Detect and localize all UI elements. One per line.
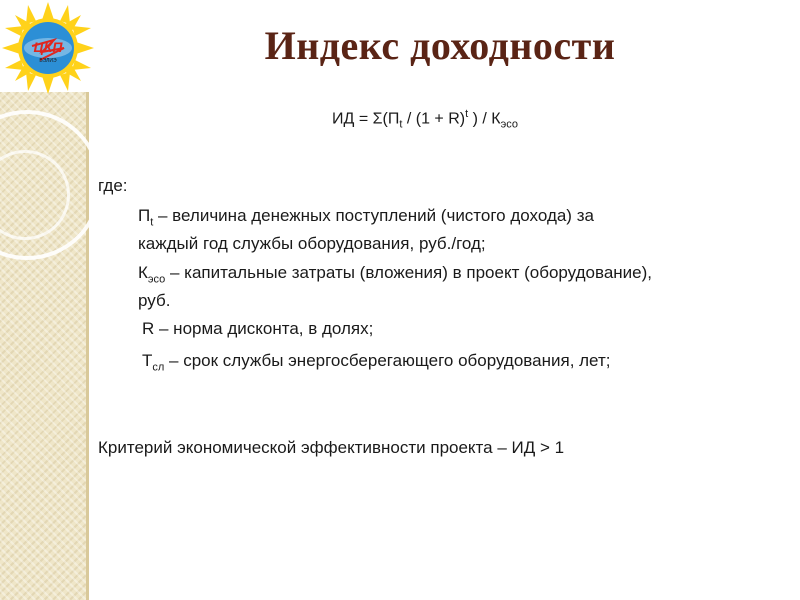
definition-symbol: К (138, 263, 148, 282)
definition-text-continued: каждый год службы оборудования, руб./год; (138, 234, 486, 254)
criterion-text: Критерий экономической эффективности проекта – ИД > 1 (98, 438, 565, 457)
definition-text: – величина денежных поступлений (чистого дохода) за (153, 206, 594, 225)
definition-item (142, 350, 762, 378)
definition-text: – срок службы энергосберегающего оборудования, лет; (164, 351, 611, 370)
definition-text-continued: руб. (138, 291, 171, 311)
definition-item (138, 205, 718, 255)
definition-item (138, 262, 753, 312)
formula-lhs: ИД = Σ(П (332, 110, 400, 128)
definition-sub: эсо (147, 273, 166, 286)
formula-mid: / (1 + R) (402, 110, 466, 128)
definition-text: – норма дисконта, в долях; (154, 319, 374, 338)
formula-sub-eso: эсо (500, 118, 518, 131)
formula-rhs: ) / К (468, 110, 501, 128)
definition-symbol: R (142, 319, 155, 338)
formula-sub-t: t (399, 118, 403, 131)
definition-sub: сл (152, 361, 165, 374)
sun-logo-icon (2, 2, 94, 94)
definition-text: – капитальные затраты (вложения) в проект (оборудование), (165, 263, 653, 282)
slide-title: Индекс доходности (264, 23, 616, 68)
definition-sub: t (150, 216, 154, 229)
definition-item (142, 318, 702, 340)
logo-subtext: ВЭЛИЭ (39, 58, 57, 64)
logo-text: ЦКП (33, 39, 63, 55)
formula-sup-t: t (465, 108, 469, 120)
definition-symbol: П (138, 206, 151, 225)
definition-symbol: Т (142, 351, 153, 370)
formula (180, 108, 670, 131)
where-label: где: (98, 176, 128, 195)
